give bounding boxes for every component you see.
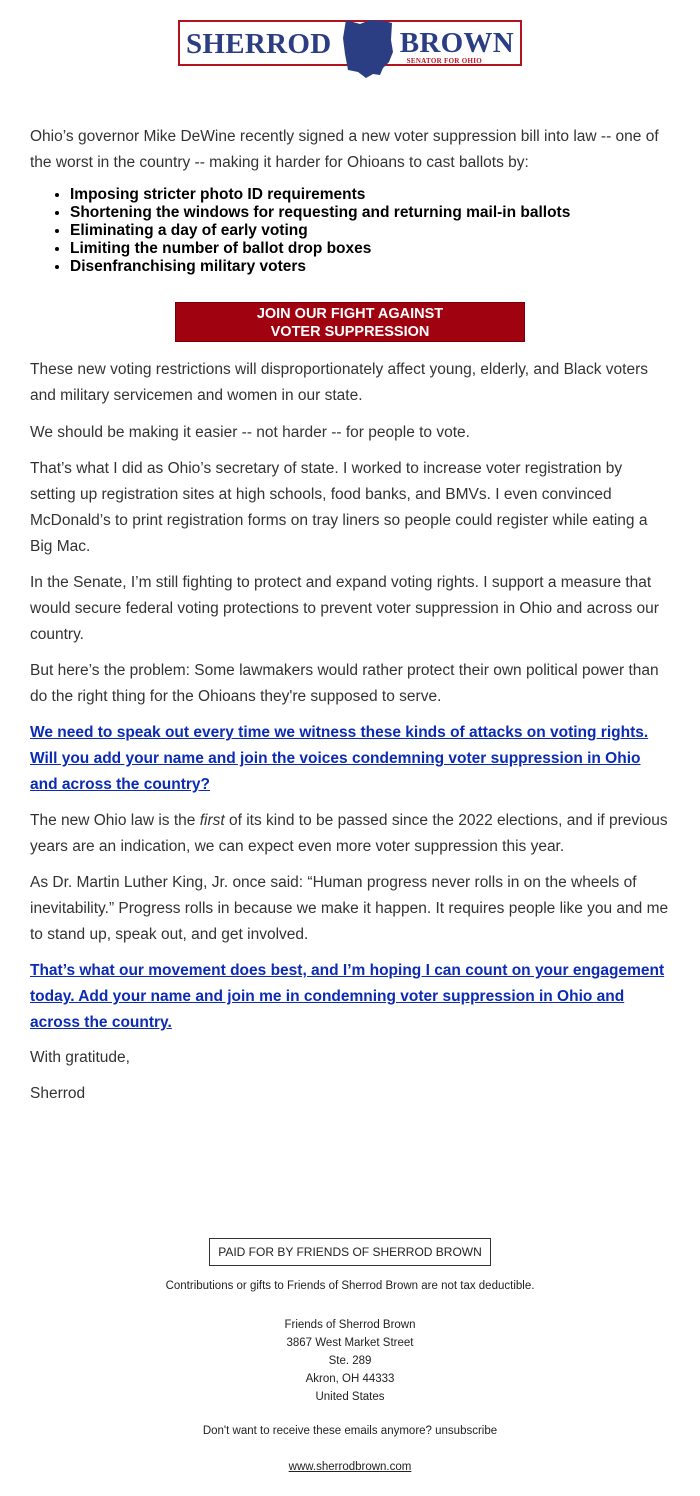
paragraph [30,658,672,710]
signature-text: Sherrod [30,1085,86,1102]
logo-first-name: SHERROD [186,28,332,60]
paragraph [30,357,672,409]
paragraph [30,808,672,860]
cta-line-2: VOTER SUPPRESSION [270,324,430,340]
text-span: The new Ohio law is the [30,812,200,829]
mailing-address [0,1316,700,1406]
paragraph [30,420,672,446]
list-item: • Imposing stricter photo ID requirements [70,186,672,204]
speak-out-link[interactable]: We need to speak out every time we witness these kinds of attacks on voting rights. Will you add your name and join the voices condemning voter suppression in Ohio and across the country? [30,724,649,793]
emphasis-first: first [199,812,225,829]
paragraph [30,958,672,1036]
paid-for-box: PAID FOR BY FRIENDS OF SHERROD BROWN [209,1238,491,1266]
address-line: United States [315,1391,385,1403]
paragraph [30,456,672,560]
paragraph-restrictions: These new voting restrictions will disproportionately affect young, elderly, and Black voters and military servicemen and women in our state. [30,361,649,404]
intro-paragraph: Ohio’s governor Mike DeWine recently signed a new voter suppression bill into law -- one of the worst in the country -- making it harder for Ohioans to cast ballots by: [30,128,659,171]
paragraph-secretary-of-state: That’s what I did as Ohio’s secretary of state. I worked to increase voter registration by setting up registration sites at high schools, food banks, and BMVs. I even convinced McDonald’s to print registration forms on tray liners so people could register while eating a Big Mac. [30,460,648,555]
cta-line-1: JOIN OUR FIGHT AGAINST [256,306,444,322]
logo-last-name: BROWN [399,27,514,59]
sherrod-brown-logo [178,20,522,66]
website-link[interactable]: www.sherrodbrown.com [288,1461,412,1473]
join-fight-button[interactable] [175,302,525,342]
measures-list [30,186,672,276]
closing-text: With gratitude, [30,1049,130,1066]
address-line: 3867 West Market Street [286,1337,414,1349]
paragraph-senate: In the Senate, I’m still fighting to protect and expand voting rights. I support a measure that would secure federal voting protections to prevent voter suppression in Ohio and across our country. [30,574,659,643]
paragraph [30,1045,672,1071]
address-line: Akron, OH 44333 [305,1373,395,1385]
address-line: Ste. 289 [328,1355,372,1367]
logo-subtitle: SENATOR FOR OHIO [406,57,482,65]
paragraph [30,1081,672,1107]
unsubscribe-text[interactable] [0,1425,700,1437]
paragraph-mlk-quote: As Dr. Martin Luther King, Jr. once said: “Human progress never rolls in on the wheels of inevitability.” Progress rolls in because we make it happen. It requires people like you and me to stand up, speak out, and get involved. [30,874,669,943]
list-item: • Eliminating a day of early voting [70,222,672,240]
list-item: • Disenfranchising military voters [70,258,672,276]
tax-disclaimer: Contributions or gifts to Friends of Sherrod Brown are not tax deductible. [165,1280,535,1292]
paragraph-new-law [30,808,672,860]
list-item: • Limiting the number of ballot drop boxes [70,240,672,258]
add-your-name-link[interactable]: That’s what our movement does best, and I’m hoping I can count on your engagement today. Add your name and join me in condemning voter suppression in Ohio and across the country. [30,962,665,1031]
paragraph [30,720,672,798]
paragraph-easier: We should be making it easier -- not harder -- for people to vote. [30,424,470,441]
paragraph-problem: But here’s the problem: Some lawmakers would rather protect their own political power than do the right thing for the Ohioans they're supposed to serve. [30,662,659,705]
paragraph [30,870,672,948]
list-item: • Shortening the windows for requesting and returning mail-in ballots [70,204,672,222]
unsubscribe-link[interactable]: Don't want to receive these emails anymore? unsubscribe [202,1425,498,1437]
text-span: of its kind to be passed since the 2022 elections, and if previous years are an indication, we can expect even more voter suppression this year. [30,812,668,855]
address-line: Friends of Sherrod Brown [284,1319,416,1331]
paragraph [30,570,672,648]
intro-section [30,124,672,276]
ohio-state-icon [340,18,396,80]
website-row [0,1461,700,1473]
